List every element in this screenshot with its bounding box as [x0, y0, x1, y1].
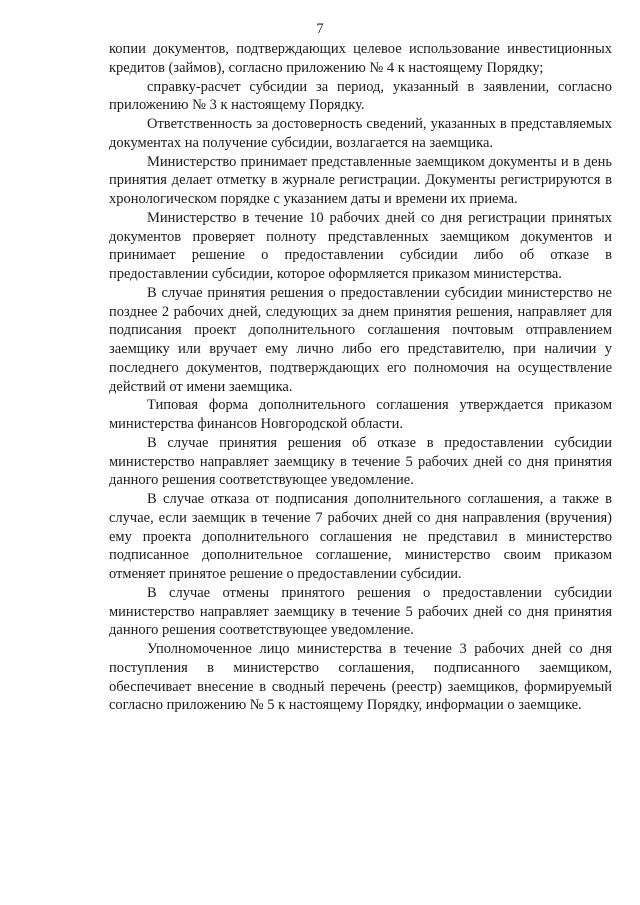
paragraph-document-registration: Министерство принимает представленные заемщиком документы и в день принятия делает отметку в журнале регистрации. Документы регистрируются в хронологическом порядке с указанием даты и времени их приема.	[109, 153, 612, 207]
paragraph-responsibility: Ответственность за достоверность сведений, указанных в представляемых документах на получение субсидии, возлагается на заемщика.	[109, 116, 612, 151]
paragraph-agreement-form: Типовая форма дополнительного соглашения утверждается приказом министерства финансов Новгородской области.	[109, 397, 612, 432]
paragraph-agreement-refusal: В случае отказа от подписания дополнительного соглашения, а также в случае, если заемщик в течение 7 рабочих дней со дня направления (вручения) ему проекта дополнительного соглашения не представил в министерство подписанное дополнительное соглашение, министерство своим приказом отменяет принятое решение о предоставлении субсидии.	[109, 491, 612, 582]
paragraph-decision-cancellation: В случае отмены принятого решения о предоставлении субсидии министерство направляет заемщику в течение 5 рабочих дней со дня принятия данного решения соответствующее уведомление.	[109, 584, 612, 639]
page-number: 7	[316, 21, 324, 37]
paragraph-document-copies: копии документов, подтверждающих целевое использование инвестиционных кредитов (займов), согласно приложению № 4 к настоящему Порядку;	[109, 41, 612, 76]
document-body	[109, 40, 612, 715]
paragraph-subsidy-approval: В случае принятия решения о предоставлении субсидии министерство не позднее 2 рабочих дней, следующих за днем принятия решения, направляет для подписания проект дополнительного соглашения почтовым отправлением заемщику или вручает ему лично либо его представителю, при наличии у последнего документов, подтверждающих его полномочия на осуществление действий от имени заемщика.	[109, 284, 612, 395]
paragraph-subsidy-refusal: В случае принятия решения об отказе в предоставлении субсидии министерство направляет заемщику в течение 5 рабочих дней со дня принятия данного решения соответствующее уведомление.	[109, 434, 612, 489]
paragraph-subsidy-calculation: справку-расчет субсидии за период, указанный в заявлении, согласно приложению № 3 к настоящему Порядку.	[109, 78, 612, 114]
paragraph-borrower-registry: Уполномоченное лицо министерства в течение 3 рабочих дней со дня поступления в министерство соглашения, подписанного заемщиком, обеспечивает внесение в сводный перечень (реестр) заемщиков, формируемый согласно приложению № 5 к настоящему Порядку, информации о заемщике.	[109, 641, 612, 714]
paragraph-document-review: Министерство в течение 10 рабочих дней со дня регистрации принятых документов проверяет полноту представленных заемщиком документов и принимает решение о предоставлении субсидии либо об отказе в предоставлении субсидии, которое оформляется приказом министерства.	[109, 209, 612, 282]
